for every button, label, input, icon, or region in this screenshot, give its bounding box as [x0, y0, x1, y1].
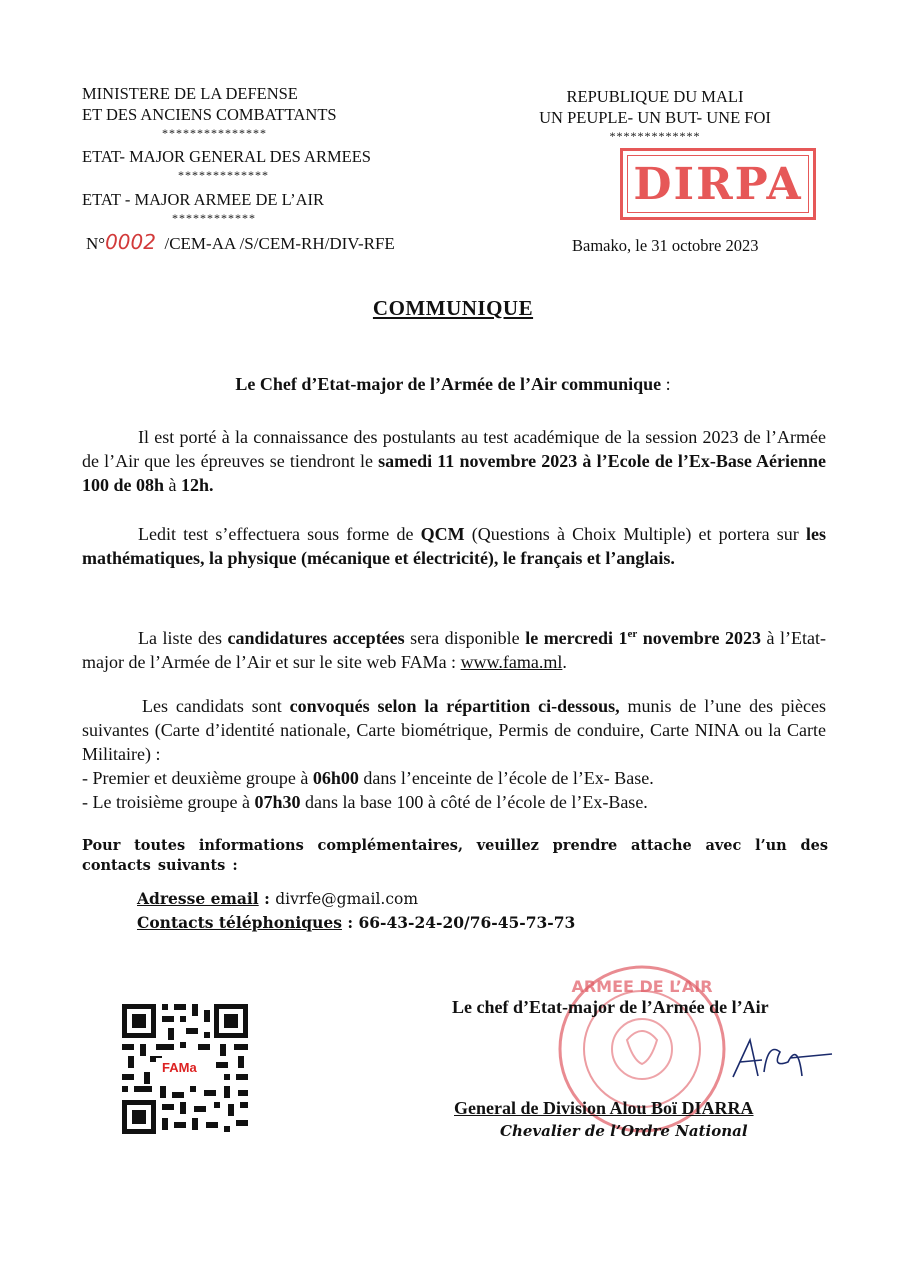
stamp-text: DIRPA	[633, 158, 803, 210]
group-line-2-rest: dans la base 100 à côté de l’école de l’Ex-Base.	[300, 792, 648, 812]
p3-text: La liste des	[138, 628, 228, 648]
p2-text: Ledit test s’effectuera sous forme de	[138, 524, 421, 544]
p4-text: Les candidats sont	[142, 696, 290, 716]
place-date: Bamako, le 31 octobre 2023	[572, 236, 759, 255]
p3-text: à l’Etat-major de l’Armée de l’Air et sur le site web FAMa :	[82, 628, 826, 672]
p1-date-place: samedi 11 novembre 2023 à l’Ecole de l’Ex-Base Aérienne 100 de 08h	[82, 451, 826, 495]
group-line-2: - Le troisième groupe à	[82, 792, 255, 812]
ref-prefix: N°	[86, 234, 106, 253]
paragraph-3	[82, 622, 826, 674]
ministry-line1: MINISTERE DE LA DEFENSE	[82, 84, 298, 103]
intro-colon: :	[661, 374, 671, 394]
p1-text: à	[164, 475, 182, 495]
group-line-1: - Premier et deuxième groupe à	[82, 768, 313, 788]
dirpa-stamp	[620, 148, 816, 220]
email-label: Adresse email	[137, 889, 259, 908]
p3-accepted: candidatures acceptées	[227, 628, 405, 648]
p3-text: sera disponible	[404, 628, 526, 648]
intro-bold: Le Chef d’Etat-major de l’Armée de l’Air communique	[235, 374, 662, 394]
air-staff: ETAT - MAJOR ARMEE DE L’AIR	[82, 190, 325, 209]
stars-separator: *************	[178, 168, 269, 182]
handwritten-signature	[728, 1032, 838, 1097]
republic: REPUBLIQUE DU MALI	[566, 87, 744, 106]
p1-text: Il est porté à la connaissance des postulants au test académique de la session 2023 de l’Armée de l’Air que les épreuves se tiendront le	[82, 427, 826, 471]
stars-separator: *************	[609, 129, 701, 143]
p4-convocation: convoqués selon la répartition ci-dessous,	[289, 696, 620, 716]
p3-period: .	[562, 652, 567, 672]
email-line	[137, 888, 418, 910]
signatory-title: Le chef d’Etat-major de l’Armée de l’Air	[452, 997, 769, 1017]
qr-fama-label: FAMa	[162, 1060, 197, 1075]
phone-line	[137, 912, 575, 934]
separator: :	[258, 889, 276, 908]
ref-handwritten-number: 0002	[105, 230, 156, 254]
stamp-border	[627, 155, 809, 213]
paragraph-2	[82, 522, 826, 570]
signature-graphic	[728, 1032, 838, 1092]
p1-end-time: 12h.	[181, 475, 214, 495]
national-motto: UN PEUPLE- UN BUT- UNE FOI	[539, 108, 771, 127]
ministry-line2: ET DES ANCIENS COMBATTANTS	[82, 105, 337, 124]
ref-suffix: /CEM-AA /S/CEM-RH/DIV-RFE	[164, 234, 395, 253]
phone-numbers: 66-43-24-20/76-45-73-73	[358, 913, 576, 932]
qr-code[interactable]	[120, 1002, 250, 1136]
general-staff: ETAT- MAJOR GENERAL DES ARMEES	[82, 147, 371, 166]
seal-text: ARMEE DE L’AIR	[571, 977, 713, 996]
p3-sup: er	[627, 628, 638, 640]
signatory-name: General de Division Alou Boï DIARRA	[454, 1098, 754, 1118]
p3-date: le mercredi 1	[525, 628, 628, 648]
phone-label: Contacts téléphoniques	[137, 913, 342, 932]
website-link[interactable]: www.fama.ml	[460, 652, 563, 672]
stars-separator: ***************	[162, 126, 267, 140]
paragraph-1	[82, 425, 826, 497]
p2-qcm: QCM	[420, 524, 465, 544]
signatory-distinction: Chevalier de l’Ordre National	[500, 1122, 748, 1140]
p4-text: munis de l’une des pièces suivantes (Carte d’identité nationale, Carte biométrique, Permis de conduire, Carte NINA ou la Carte Militaire) :	[82, 696, 826, 764]
paragraph-4	[82, 694, 826, 814]
p3-date-rest: novembre 2023	[637, 628, 761, 648]
separator: :	[341, 913, 359, 932]
reference-number	[86, 232, 395, 254]
contact-note: Pour toutes informations complémentaires, veuillez prendre attache avec l’un des contacts suivants :	[82, 837, 828, 874]
group-2-time: 07h30	[254, 792, 301, 812]
group-line-1-rest: dans l’enceinte de l’école de l’Ex- Base.	[358, 768, 654, 788]
group-1-time: 06h00	[312, 768, 359, 788]
stars-separator: ************	[172, 211, 256, 225]
email-address[interactable]: divrfe@gmail.com	[275, 890, 419, 908]
page-title: COMMUNIQUE	[372, 296, 534, 320]
p2-subjects: les mathématiques, la physique (mécanique et électricité), le français et l’anglais.	[82, 524, 826, 568]
p2-text: (Questions à Choix Multiple) et portera sur	[464, 524, 806, 544]
intro-line	[0, 374, 906, 395]
